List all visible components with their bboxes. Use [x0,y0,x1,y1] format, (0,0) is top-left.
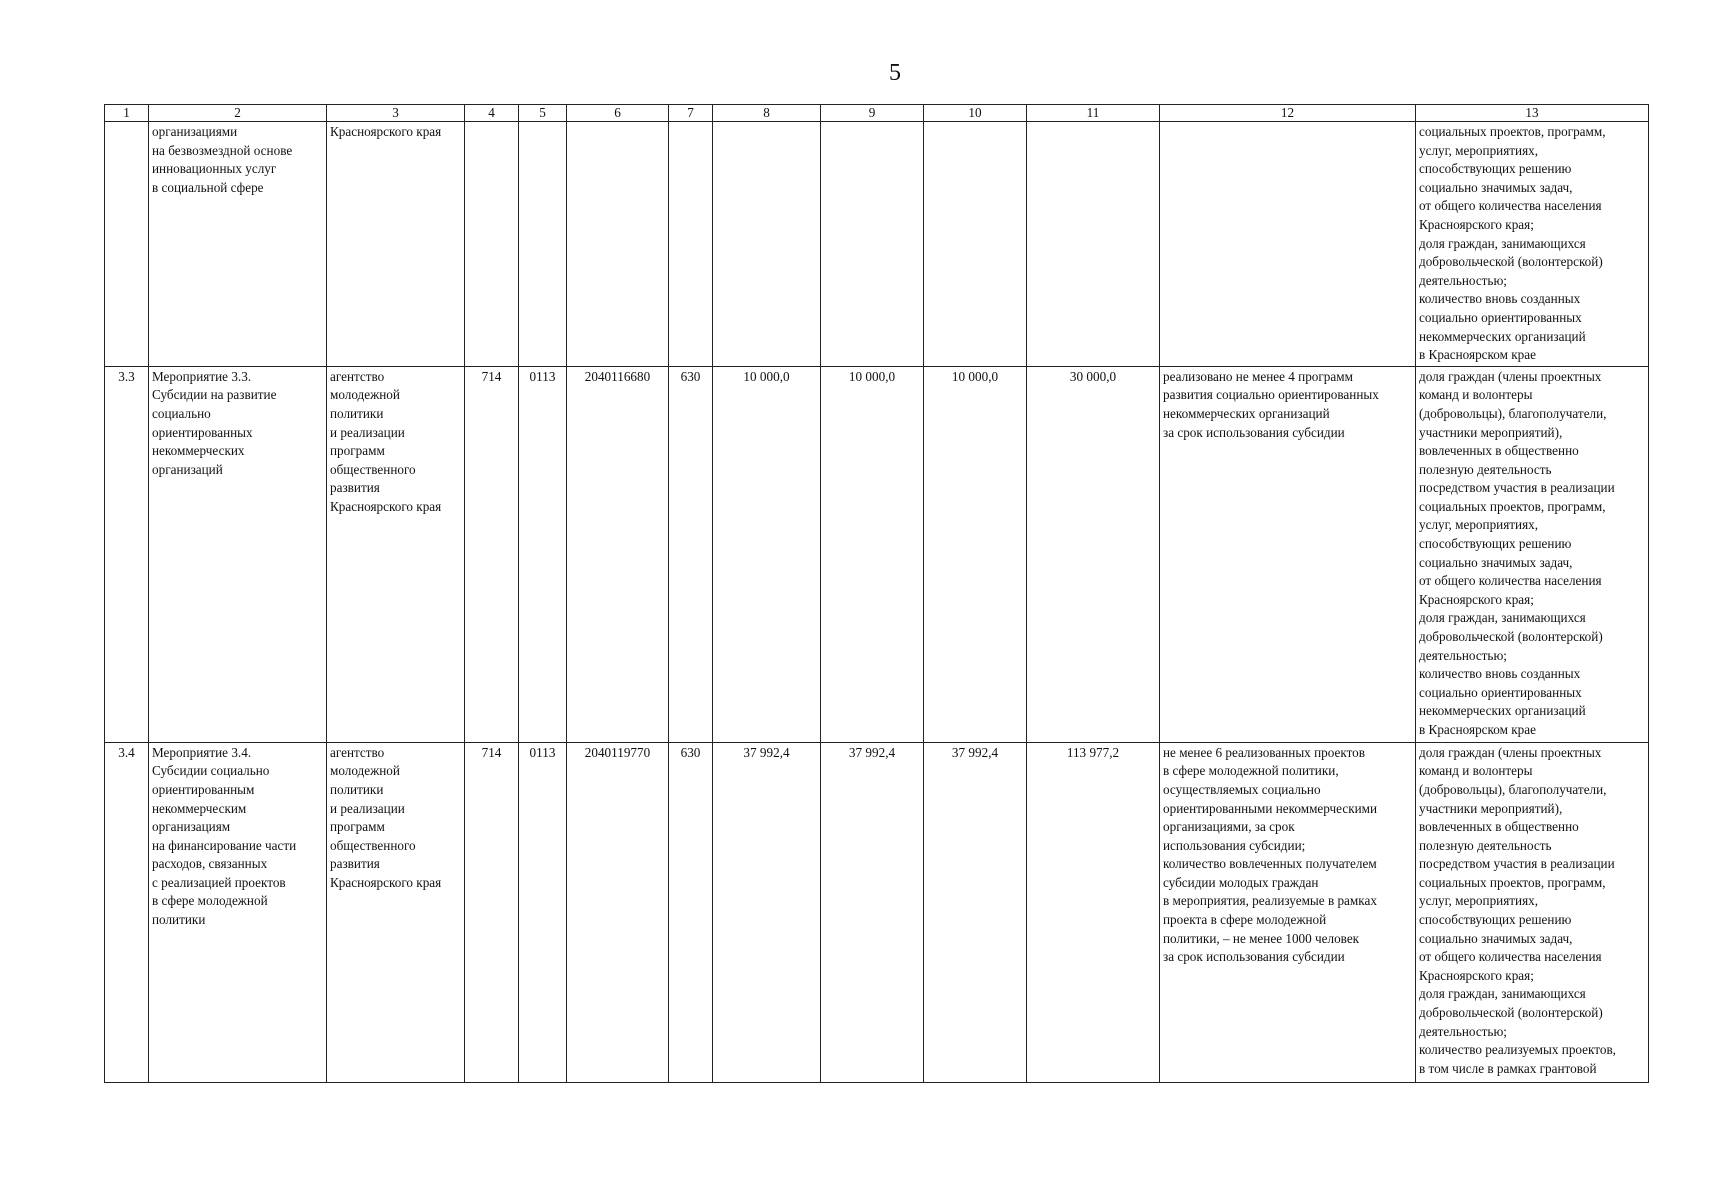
amount-year-3: 10 000,0 [924,366,1027,742]
table-row [105,122,1649,367]
amount-year-3: 37 992,4 [924,742,1027,1082]
ministry-code [465,122,519,367]
header-cell: 2 [149,105,327,122]
header-cell: 11 [1027,105,1160,122]
ministry-code: 714 [465,742,519,1082]
amount-year-1: 10 000,0 [713,366,821,742]
indicators: доля граждан (члены проектных команд и волонтеры (добровольцы), благополучатели, участники мероприятий), вовлеченных в общественно полезную деятельность посредством участия в реализации социальных проектов, программ, услуг, мероприятиях, способствующих решению социально значимых задач, от общего количества населения Красноярского края; доля граждан, занимающихся добровольческой (волонтерской) деятельностью; количество вновь созданных социально ориентированных некоммерческих организаций в Красноярском крае [1416,366,1649,742]
header-cell: 13 [1416,105,1649,122]
ministry-code: 714 [465,366,519,742]
section-code: 0113 [519,366,567,742]
responsible-executor: агентство молодежной политики и реализации программ общественного развития Красноярского края [327,742,465,1082]
target-article-code: 2040116680 [567,366,669,742]
header-cell: 5 [519,105,567,122]
section-code [519,122,567,367]
activity-name: Мероприятие 3.3. Субсидии на развитие социально ориентированных некоммерческих организаций [149,366,327,742]
responsible-executor: Красноярского края [327,122,465,367]
amount-year-2: 10 000,0 [821,366,924,742]
expected-result [1160,122,1416,367]
activity-name: организациями на безвозмездной основе инновационных услуг в социальной сфере [149,122,327,367]
expense-type-code [669,122,713,367]
amount-total: 30 000,0 [1027,366,1160,742]
target-article-code: 2040119770 [567,742,669,1082]
header-cell: 1 [105,105,149,122]
program-table [104,104,1649,1083]
row-number: 3.3 [105,366,149,742]
header-cell: 3 [327,105,465,122]
header-cell: 12 [1160,105,1416,122]
responsible-executor: агентство молодежной политики и реализации программ общественного развития Красноярского края [327,366,465,742]
amount-total [1027,122,1160,367]
header-cell: 8 [713,105,821,122]
expense-type-code: 630 [669,742,713,1082]
amount-year-3 [924,122,1027,367]
amount-year-1: 37 992,4 [713,742,821,1082]
indicators: социальных проектов, программ, услуг, мероприятиях, способствующих решению социально значимых задач, от общего количества населения Красноярского края; доля граждан, занимающихся добровольческой (волонтерской) деятельностью; количество вновь созданных социально ориентированных некоммерческих организаций в Красноярском крае [1416,122,1649,367]
amount-year-2: 37 992,4 [821,742,924,1082]
header-cell: 6 [567,105,669,122]
indicators: доля граждан (члены проектных команд и волонтеры (добровольцы), благополучатели, участники мероприятий), вовлеченных в общественно полезную деятельность посредством участия в реализации социальных проектов, программ, услуг, мероприятиях, способствующих решению социально значимых задач, от общего количества населения Красноярского края; доля граждан, занимающихся добровольческой (волонтерской) деятельностью; количество реализуемых проектов, в том числе в рамках грантовой [1416,742,1649,1082]
target-article-code [567,122,669,367]
expected-result: реализовано не менее 4 программ развития социально ориентированных некоммерческих организаций за срок использования субсидии [1160,366,1416,742]
section-code: 0113 [519,742,567,1082]
header-cell: 4 [465,105,519,122]
amount-year-2 [821,122,924,367]
row-number [105,122,149,367]
expected-result: не менее 6 реализованных проектов в сфере молодежной политики, осуществляемых социально ориентированными некоммерческими организациями, за срок использования субсидии; количество вовлеченных получателем субсидии молодых граждан в мероприятия, реализуемые в рамках проекта в сфере молодежной политики, – не менее 1000 человек за срок использования субсидии [1160,742,1416,1082]
table-row [105,742,1649,1082]
activity-name: Мероприятие 3.4. Субсидии социально ориентированным некоммерческим организациям на финансирование части расходов, связанных с реализацией проектов в сфере молодежной политики [149,742,327,1082]
amount-total: 113 977,2 [1027,742,1160,1082]
table-row [105,366,1649,742]
header-cell: 9 [821,105,924,122]
header-cell: 7 [669,105,713,122]
expense-type-code: 630 [669,366,713,742]
page-number: 5 [889,60,901,86]
row-number: 3.4 [105,742,149,1082]
amount-year-1 [713,122,821,367]
header-row [105,105,1649,122]
header-cell: 10 [924,105,1027,122]
